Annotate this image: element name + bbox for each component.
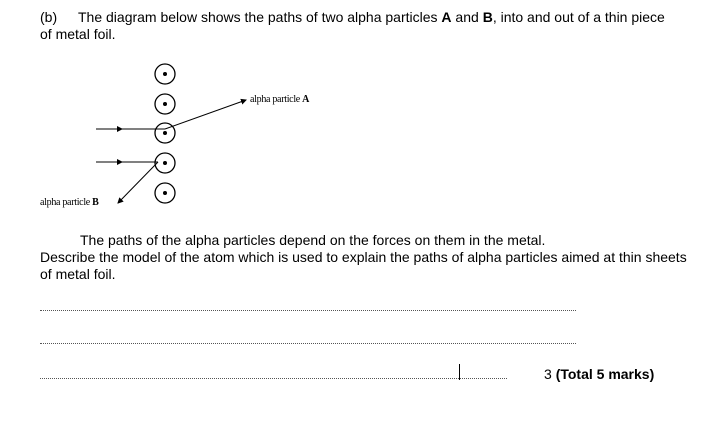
question-label: (b) [40, 9, 58, 25]
answer-line-2[interactable] [40, 343, 576, 344]
marks-text [544, 366, 654, 382]
instruction-line-2: Describe the model of the atom which is used to explain the paths of alpha particles aimed at thin sheets of metal foil. [40, 249, 687, 282]
path-alpha-b [96, 162, 158, 203]
answer-line-3[interactable] [40, 378, 507, 379]
label-alpha-particle-a: alpha particle A [250, 94, 310, 105]
label-alpha-particle-b: alpha particle B [40, 197, 99, 208]
instruction-line-1: The paths of the alpha particles depend on the forces on them in the metal. [80, 232, 546, 248]
marks-total: (Total 5 marks) [555, 366, 655, 382]
instruction-text [40, 232, 690, 283]
answer-line-1[interactable] [40, 310, 576, 311]
marks-number: 3 [544, 366, 552, 382]
text-cursor [459, 364, 460, 380]
question-text: (b) The diagram below shows the paths of two alpha particles A and B, into and out of a thin piece of metal foil. [40, 9, 665, 42]
